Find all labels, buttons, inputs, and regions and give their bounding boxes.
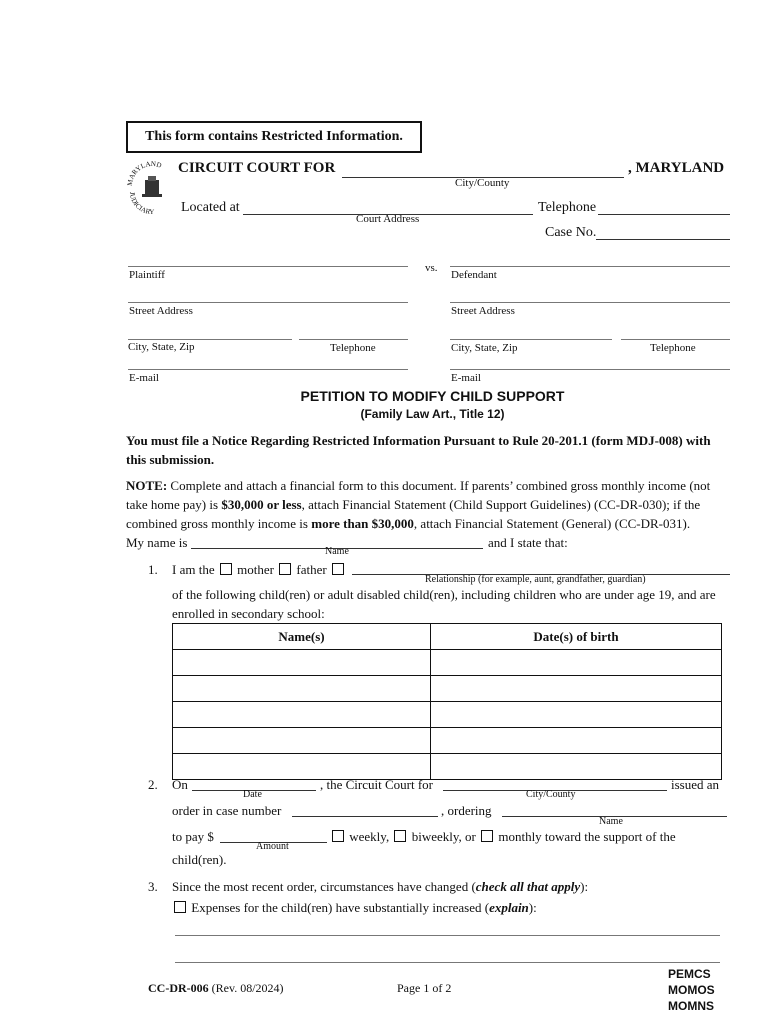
vs-label: vs. [425,262,438,274]
child-dob-cell[interactable] [431,702,722,728]
item1-line [172,562,346,578]
footer-code: MOMNS [668,999,714,1013]
explain-label: explain [489,900,529,915]
my-name-label: Name [325,546,349,557]
explain-line-2[interactable] [175,962,720,963]
mother-checkbox[interactable] [220,563,232,575]
table-row [173,754,722,780]
other-relationship-checkbox[interactable] [332,563,344,575]
restricted-notice-instruction: You must file a Notice Regarding Restricted Information Pursuant to Rule 20-201.1 (form MDJ-008) with this submission. [126,433,711,467]
svg-text:JUDICIARY: JUDICIARY [127,191,155,217]
table-header-row [173,624,722,650]
child-name-cell[interactable] [173,676,431,702]
note-bold-2: more than $30,000 [311,516,414,531]
children-label: child(ren). [172,852,227,867]
child-dob-cell[interactable] [431,754,722,780]
form-title: PETITION TO MODIFY CHILD SUPPORT [300,388,565,404]
plaintiff-city-label: City, State, Zip [128,341,195,353]
child-name-cell[interactable] [173,754,431,780]
court-telephone-field[interactable] [598,214,730,215]
form-id [148,981,284,996]
expenses-increased-checkbox[interactable] [174,901,186,913]
my-name-prefix: My name is [126,535,188,550]
table-row [173,676,722,702]
order-case-number-field[interactable] [292,816,438,817]
child-dob-cell[interactable] [431,650,722,676]
note-text-2: , attach Financial Statement (Child Support Guidelines) (CC-DR-030); if the combined gross monthly income is [126,497,701,531]
defendant-field[interactable] [450,266,730,267]
state-label: , MARYLAND [628,160,725,176]
child-dob-cell[interactable] [431,728,722,754]
table-row [173,728,722,754]
frequency-line [330,829,676,845]
circuit-court-for-label: , the Circuit Court for [320,777,434,792]
form-revision: (Rev. 08/2024) [208,981,284,995]
telephone-label: Telephone [538,200,597,215]
order-in-case-label: order in case number [172,803,282,818]
defendant-label: Defendant [451,269,497,281]
case-no-label: Case No. [545,225,597,240]
relationship-label: Relationship (for example, aunt, grandfather, guardian) [425,574,646,585]
plaintiff-telephone-label: Telephone [330,342,376,354]
father-label: father [296,562,327,577]
issued-an-label: issued an [671,777,720,792]
court-address-label: Court Address [356,213,420,225]
defendant-telephone-label: Telephone [650,342,696,354]
form-id-code: CC-DR-006 [148,981,209,995]
defendant-email-field[interactable] [450,369,730,370]
restricted-notice: This form contains Restricted Information. [126,121,422,153]
defendant-street-label: Street Address [451,305,515,317]
plaintiff-telephone-field[interactable] [299,339,408,340]
svg-text:MARYLAND: MARYLAND [126,159,163,187]
plaintiff-field[interactable] [128,266,408,267]
monthly-label: monthly toward the support of the [498,829,676,844]
item1-text: of the following child(ren) or adult disabled child(ren), including children who are under age 19, and are enrolled in secondary school: [172,587,716,621]
biweekly-label: biweekly, or [411,829,476,844]
plaintiff-city-field[interactable] [128,339,292,340]
defendant-street-field[interactable] [450,302,730,303]
table-row [173,702,722,728]
plaintiff-street-field[interactable] [128,302,408,303]
note-bold-1: $30,000 or less [221,497,302,512]
plaintiff-street-label: Street Address [129,305,193,317]
plaintiff-label: Plaintiff [129,269,165,281]
item1-number: 1. [148,562,158,577]
order-city-county-label: City/County [526,789,576,800]
to-pay-label: to pay $ [172,829,214,844]
plaintiff-email-label: E-mail [129,372,159,384]
child-dob-cell[interactable] [431,676,722,702]
item2-number: 2. [148,777,158,792]
expenses-close: ): [528,900,537,915]
form-subtitle: (Family Law Art., Title 12) [360,407,505,421]
footer-code: PEMCS [668,967,711,981]
expenses-label: Expenses for the child(ren) have substantially increased ( [191,900,490,915]
on-label: On [172,777,188,792]
table-row [173,650,722,676]
court-label: CIRCUIT COURT FOR [178,160,336,176]
amount-label: Amount [256,841,289,852]
children-table [172,623,722,780]
page-number: Page 1 of 2 [397,981,452,995]
footer-codes [668,966,715,1014]
ordering-label: , ordering [441,803,492,818]
item3-text [172,879,588,895]
explain-line-1[interactable] [175,935,720,936]
note-label: NOTE: [126,478,168,493]
date-label: Date [243,789,262,800]
case-no-field[interactable] [596,239,730,240]
defendant-city-label: City, State, Zip [451,342,518,354]
i-am-the-label: I am the [172,562,215,577]
check-all-label: check all that apply [475,879,581,894]
father-checkbox[interactable] [279,563,291,575]
note-paragraph [126,476,730,533]
plaintiff-email-field[interactable] [128,369,408,370]
biweekly-checkbox[interactable] [394,830,406,842]
located-at-label: Located at [181,200,240,215]
footer-code: MOMOS [668,983,715,997]
defendant-email-label: E-mail [451,372,481,384]
expenses-option [172,900,537,916]
maryland-judiciary-seal-icon [126,158,178,218]
city-county-label: City/County [455,177,510,189]
item3-number: 3. [148,879,158,894]
ordered-party-name-label: Name [599,816,623,827]
defendant-telephone-field[interactable] [621,339,730,340]
my-name-suffix: and I state that: [488,535,568,550]
note-text-3: , attach Financial Statement (General) (CC-DR-031). [413,516,691,531]
note-text-1: Complete and attach a financial form to this document. If parents’ combined gross monthly income (not take home pay) is [126,478,711,512]
item3-close: ): [580,879,589,894]
child-name-cell[interactable] [173,702,431,728]
child-name-cell[interactable] [173,650,431,676]
child-name-cell[interactable] [173,728,431,754]
monthly-checkbox[interactable] [481,830,493,842]
names-header: Name(s) [173,624,431,650]
weekly-label: weekly, [349,829,390,844]
item3-lead: Since the most recent order, circumstances have changed ( [172,879,476,894]
dob-header: Date(s) of birth [431,624,722,650]
weekly-checkbox[interactable] [332,830,344,842]
defendant-city-field[interactable] [450,339,612,340]
mother-label: mother [237,562,274,577]
